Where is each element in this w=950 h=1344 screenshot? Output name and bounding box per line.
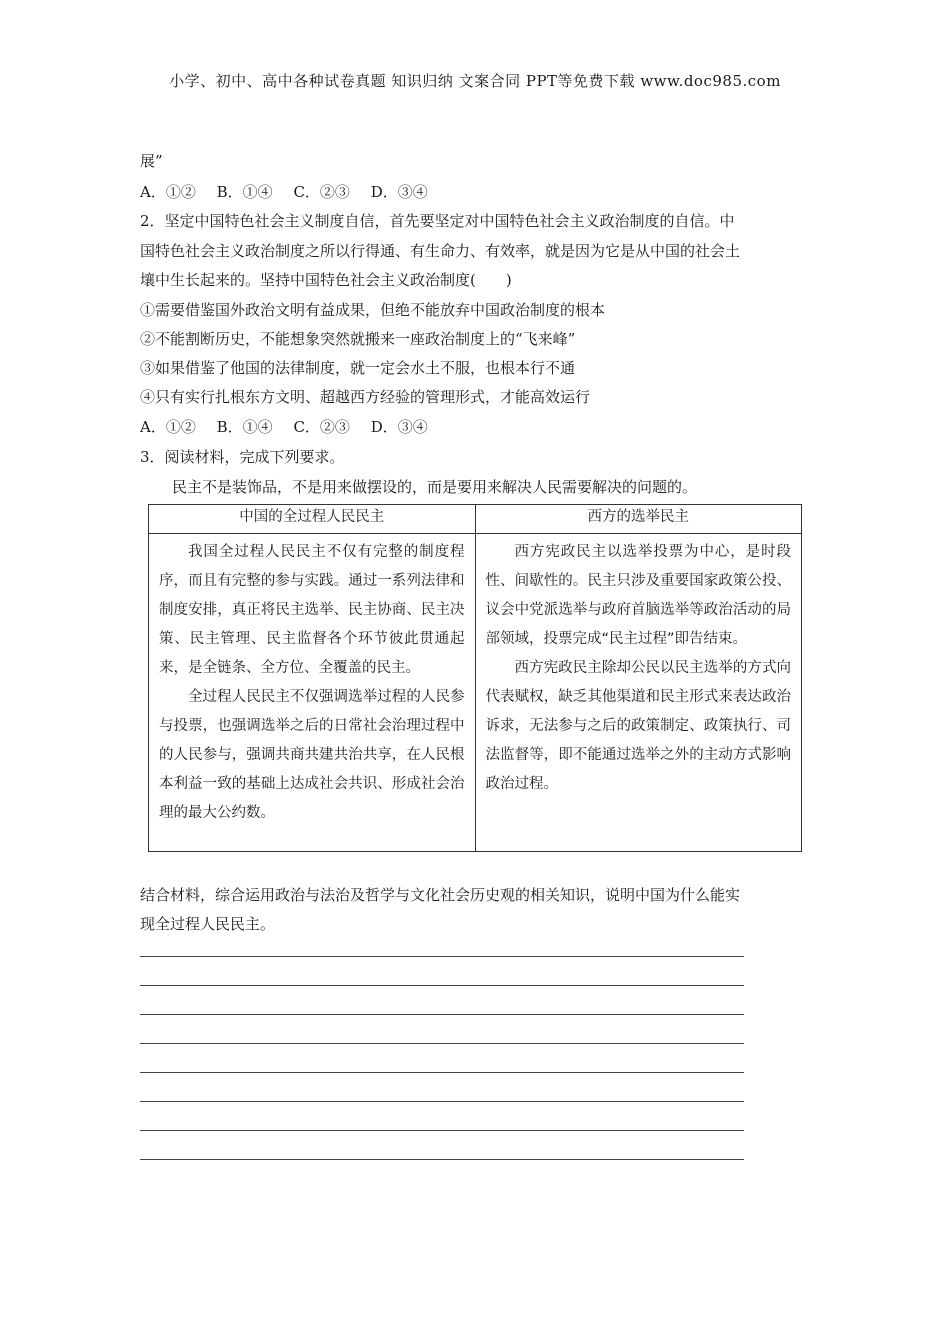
china-paragraph-2: 全过程人民民主不仅强调选举过程的人民参与投票，也强调选举之后的日常社会治理过程中的人民参与，强调共商共建共治共享，在人民根本利益一致的基础上达成社会共识、形成社会治理的最大公约数。 — [159, 689, 465, 821]
q2-option-1: ①需要借鉴国外政治文明有益成果，但绝不能放弃中国政治制度的根本 — [140, 301, 606, 319]
q3-intro: 民主不是装饰品，不是用来做摆设的，而是要用来解决人民需要解决的问题的。 — [172, 478, 698, 496]
china-paragraph-1: 我国全过程人民民主不仅有完整的制度程序，而且有完整的参与实践。通过一系列法律和制度安排，真正将民主选举、民主协商、民主决策、民主管理、民主监督各个环节彼此贯通起来，是全链条、全方位、全覆盖的民主。 — [159, 544, 465, 676]
q2-stem-line1: 2．坚定中国特色社会主义制度自信，首先要坚定对中国特色社会主义政治制度的自信。中 — [140, 212, 735, 230]
answer-line — [140, 1130, 744, 1131]
q2-choice-c: C．②③ — [293, 418, 350, 436]
q2-choice-a: A．①② — [140, 418, 196, 436]
table-cell-west — [475, 534, 802, 852]
q2-stem-line2: 国特色社会主义政治制度之所以行得通、有生命力、有效率，就是因为它是从中国的社会土 — [140, 242, 741, 260]
q1-choices — [140, 181, 444, 202]
comparison-table — [148, 504, 802, 852]
q2-choice-d: D．③④ — [370, 418, 428, 436]
q2-option-4: ④只有实行扎根东方文明、超越西方经验的管理形式，才能高效运行 — [140, 388, 591, 406]
q2-choices — [140, 416, 444, 437]
q1-choice-d: D．③④ — [370, 183, 428, 201]
west-paragraph-2: 西方宪政民主除却公民以民主选举的方式向代表赋权，缺乏其他渠道和民主形式来表达政治诉求，无法参与之后的政策制定、政策执行、司法监督等，即不能通过选举之外的主动方式影响政治过程。 — [485, 660, 791, 792]
q1-choice-c: C．②③ — [293, 183, 350, 201]
q2-option-3: ③如果借鉴了他国的法律制度，就一定会水土不服，也根本行不通 — [140, 359, 576, 377]
answer-line — [140, 1159, 744, 1160]
answer-line — [140, 956, 744, 957]
q1-choice-b: B．①④ — [216, 183, 273, 201]
answer-line — [140, 1072, 744, 1073]
answer-line — [140, 1043, 744, 1044]
page-header: 小学、初中、高中各种试卷真题 知识归纳 文案合同 PPT等免费下载 www.doc985.com — [169, 72, 781, 90]
answer-line — [140, 1101, 744, 1102]
q2-option-2: ②不能割断历史，不能想象突然就搬来一座政治制度上的“飞来峰” — [140, 330, 576, 348]
table-header-west: 西方的选举民主 — [475, 505, 802, 534]
q3-question-line2: 现全过程人民民主。 — [140, 915, 276, 933]
answer-line — [140, 1014, 744, 1015]
answer-line — [140, 985, 744, 986]
q2-stem-line3: 壤中生长起来的。坚持中国特色社会主义政治制度( ) — [140, 271, 512, 289]
q1-fragment: 展” — [140, 152, 163, 170]
q2-choice-b: B．①④ — [216, 418, 273, 436]
q1-choice-a: A．①② — [140, 183, 196, 201]
q3-stem: 3．阅读材料，完成下列要求。 — [140, 448, 345, 466]
table-header-china: 中国的全过程人民民主 — [149, 505, 476, 534]
west-paragraph-1: 西方宪政民主以选举投票为中心，是时段性、间歇性的。民主只涉及重要国家政策公投、议会中党派选举与政府首脑选举等政治活动的局部领域，投票完成“民主过程”即告结束。 — [485, 544, 791, 647]
q3-question-line1: 结合材料，综合运用政治与法治及哲学与文化社会历史观的相关知识，说明中国为什么能实 — [140, 886, 741, 904]
table-cell-china — [149, 534, 476, 852]
